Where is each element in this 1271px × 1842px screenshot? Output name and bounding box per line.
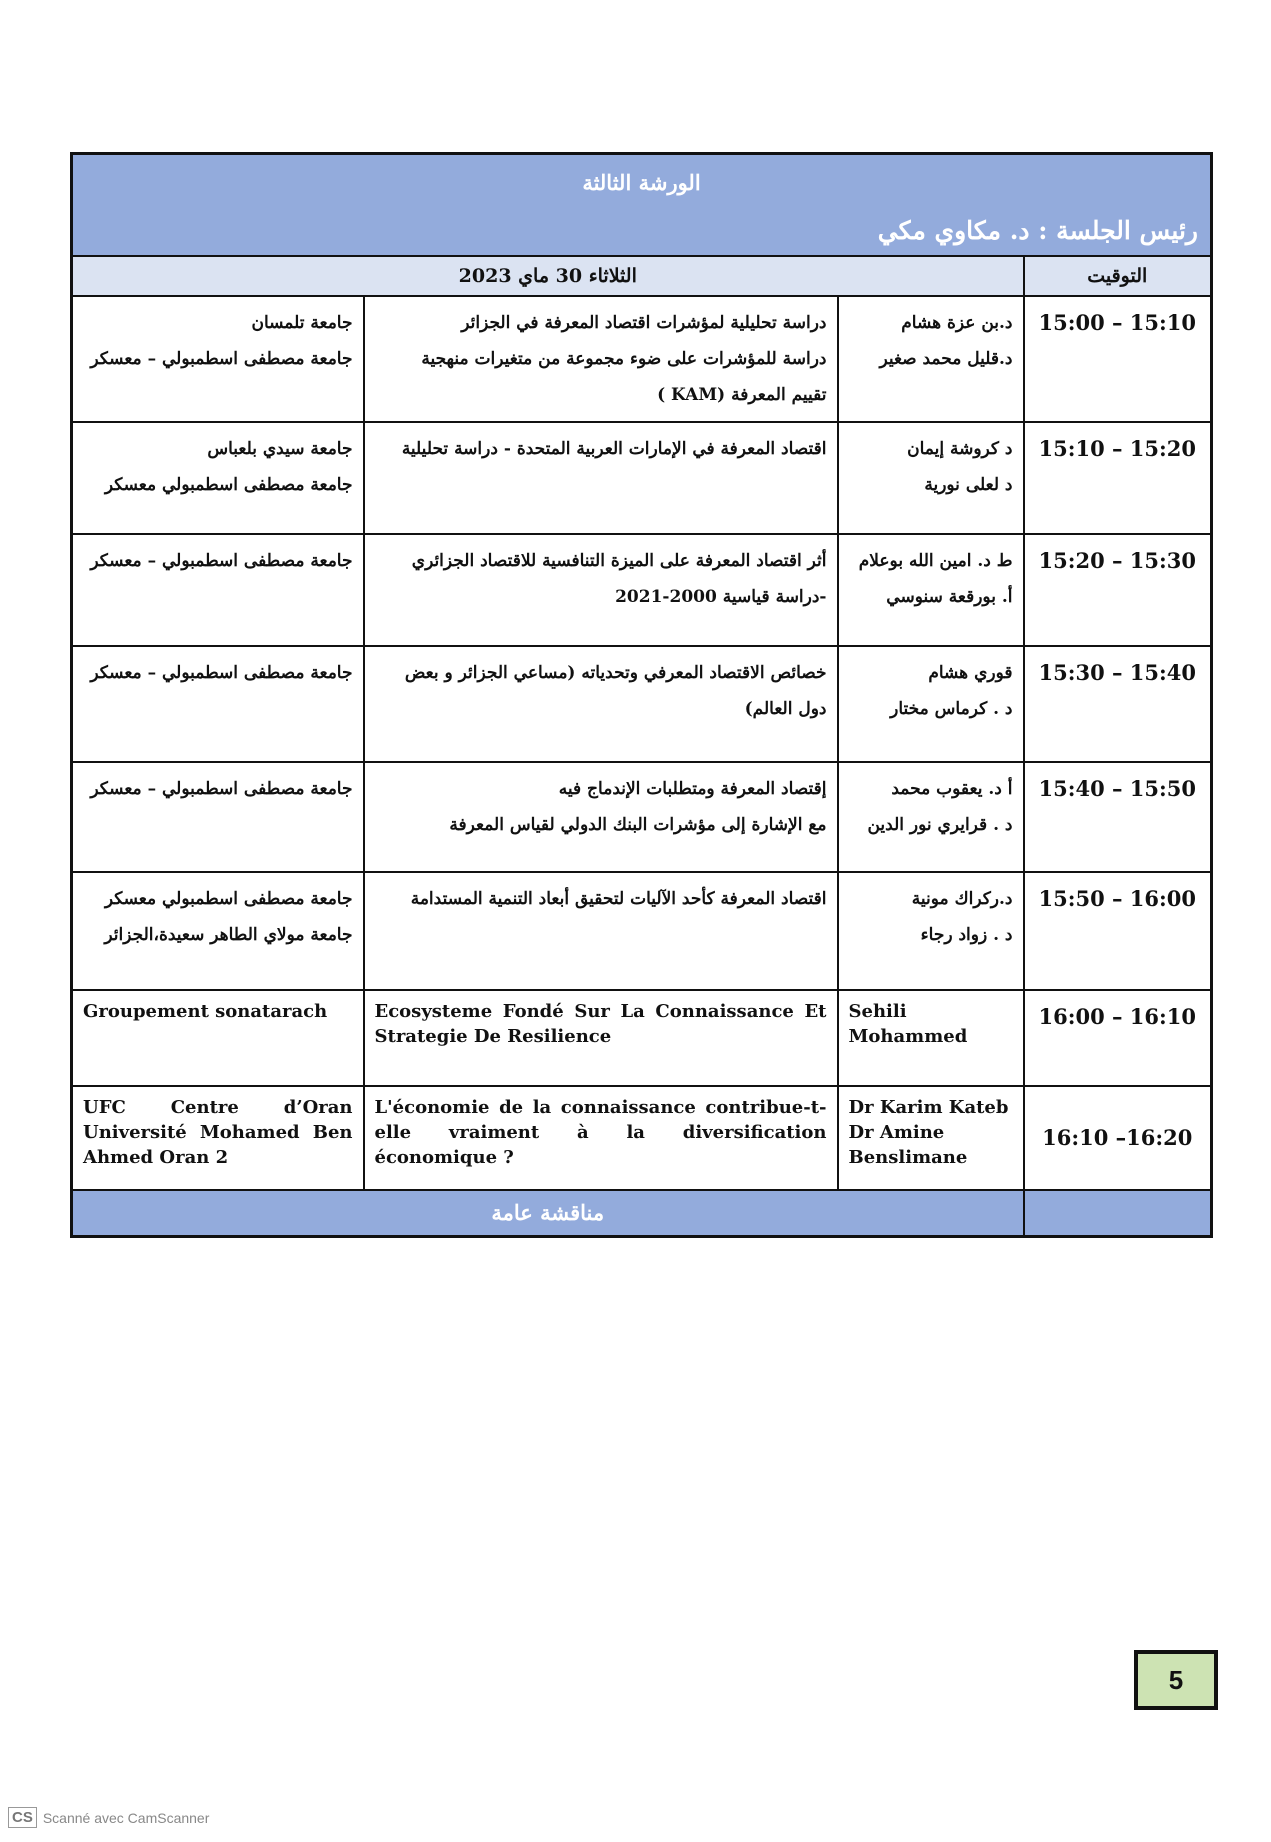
title-cell	[364, 646, 838, 762]
general-discussion: مناقشة عامة	[72, 1190, 1024, 1237]
title-cell	[364, 762, 838, 872]
affiliation-cell	[72, 534, 364, 646]
time-cell: 16:10 –16:20	[1024, 1086, 1212, 1190]
presenters-cell	[838, 762, 1024, 872]
title-cell	[364, 296, 838, 422]
title-cell	[364, 872, 838, 990]
table-row	[72, 762, 1212, 872]
general-discussion-time	[1024, 1190, 1212, 1237]
affiliation-cell-line: جامعة مصطفى اسطمبولي – معسكر	[90, 779, 353, 799]
affiliation-cell	[72, 762, 364, 872]
title-cell: Ecosysteme Fondé Sur La Connaissance Et Strategie De Resilience	[364, 990, 838, 1086]
presenters-cell-line: أ. بورقعة سنوسي	[886, 587, 1013, 607]
date-header: الثلاثاء 30 ماي 2023	[72, 256, 1024, 296]
time-cell: 15:40 – 15:50	[1024, 762, 1212, 872]
title-cell-line: تقييم المعرفة (KAM )	[657, 385, 827, 405]
presenters-cell-line: Sehili	[848, 1001, 907, 1022]
affiliation-cell: Groupement sonatarach	[72, 990, 364, 1086]
affiliation-cell	[72, 872, 364, 990]
schedule-table	[70, 152, 1213, 1238]
page-number: 5	[1134, 1650, 1218, 1710]
presenters-cell-line: د . كرماس مختار	[890, 699, 1013, 719]
table-row	[72, 1086, 1212, 1190]
affiliation-cell-line: جامعة مصطفى اسطمبولي معسكر	[104, 475, 353, 495]
table-row	[72, 422, 1212, 534]
time-cell: 15:10 – 15:20	[1024, 422, 1212, 534]
presenters-cell-line: د . زواد رجاء	[920, 925, 1013, 945]
affiliation-cell-line: جامعة مصطفى اسطمبولي – معسكر	[90, 663, 353, 683]
title-cell	[364, 422, 838, 534]
time-header: التوقيت	[1024, 256, 1212, 296]
affiliation-cell	[72, 646, 364, 762]
camscanner-watermark	[8, 1807, 209, 1828]
presenters-cell	[838, 872, 1024, 990]
affiliation-cell-line: جامعة تلمسان	[251, 313, 353, 333]
affiliation-cell: UFC Centre d’Oran Université Mohamed Ben Ahmed Oran 2	[72, 1086, 364, 1190]
workshop-title: الورشة الثالثة	[582, 170, 701, 195]
presenters-cell-line: Dr Amine	[848, 1122, 945, 1143]
affiliation-cell	[72, 422, 364, 534]
table-row	[72, 534, 1212, 646]
presenters-cell-line: ط د. امين الله بوعلام	[858, 551, 1013, 571]
presenters-cell-line: أ د. يعقوب محمد	[891, 779, 1013, 799]
time-cell: 15:30 – 15:40	[1024, 646, 1212, 762]
french-sessions	[72, 990, 1212, 1190]
time-cell: 15:20 – 15:30	[1024, 534, 1212, 646]
title-cell-line: خصائص الاقتصاد المعرفي وتحدياته (مساعي الجزائر و بعض	[404, 663, 827, 683]
presenters-cell-line: د كروشة إيمان	[907, 439, 1013, 459]
presenters-cell	[838, 534, 1024, 646]
watermark-text: Scanné avec CamScanner	[42, 1809, 210, 1826]
affiliation-cell-line: جامعة مصطفى اسطمبولي معسكر	[104, 889, 353, 909]
title-cell-line: أثر اقتصاد المعرفة على الميزة التنافسية للاقتصاد الجزائري	[411, 551, 827, 571]
time-cell: 16:00 – 16:10	[1024, 990, 1212, 1086]
title-cell: L'économie de la connaissance contribue-t-elle vraiment à la diversification économique ?	[364, 1086, 838, 1190]
affiliation-cell	[72, 296, 364, 422]
title-cell-line: دول العالم)	[744, 699, 827, 719]
presenters-cell	[838, 422, 1024, 534]
presenters-cell	[838, 296, 1024, 422]
table-row	[72, 990, 1212, 1086]
workshop-header	[72, 154, 1212, 257]
presenters-cell-line: د لعلى نورية	[924, 475, 1013, 495]
affiliation-cell-line: جامعة مصطفى اسطمبولي – معسكر	[90, 349, 353, 369]
arabic-sessions	[72, 296, 1212, 990]
session-chair: رئيس الجلسة : د. مكاوي مكي	[877, 216, 1198, 245]
presenters-cell-line: Mohammed	[848, 1026, 968, 1047]
presenters-cell-line: Dr Karim Kateb	[848, 1097, 1009, 1118]
presenters-cell-line: قوري هشام	[928, 663, 1013, 683]
time-cell: 15:50 – 16:00	[1024, 872, 1212, 990]
camscanner-logo: CS	[8, 1807, 37, 1828]
title-cell-line: إقتصاد المعرفة ومتطلبات الإندماج فيه	[558, 779, 827, 799]
presenters-cell	[838, 1086, 1024, 1190]
affiliation-cell-line: جامعة مصطفى اسطمبولي – معسكر	[90, 551, 353, 571]
presenters-cell-line: د.قليل محمد صغير	[879, 349, 1013, 369]
title-cell-line: دراسة تحليلية لمؤشرات اقتصاد المعرفة في الجزائر	[461, 313, 827, 333]
affiliation-cell-line: جامعة سيدي بلعباس	[207, 439, 353, 459]
table-row	[72, 872, 1212, 990]
title-cell-line: اقتصاد المعرفة كأحد الآليات لتحقيق أبعاد التنمية المستدامة	[410, 889, 827, 909]
presenters-cell-line: Benslimane	[848, 1147, 968, 1168]
title-cell-line: دراسة للمؤشرات على ضوء مجموعة من متغيرات منهجية	[421, 349, 827, 369]
time-cell: 15:00 – 15:10	[1024, 296, 1212, 422]
presenters-cell-line: د.ركراك مونية	[911, 889, 1013, 909]
presenters-cell-line: د.بن عزة هشام	[901, 313, 1013, 333]
affiliation-cell-line: جامعة مولاي الطاهر سعيدة،الجزائر	[104, 925, 353, 945]
presenters-cell	[838, 990, 1024, 1086]
title-cell-line: مع الإشارة إلى مؤشرات البنك الدولي لقياس المعرفة	[449, 815, 827, 835]
title-cell-line: -دراسة قياسية 2000-2021	[615, 587, 827, 607]
title-cell-line: اقتصاد المعرفة في الإمارات العربية المتحدة - دراسة تحليلية	[401, 439, 827, 459]
table-row	[72, 646, 1212, 762]
presenters-cell-line: د . قرايري نور الدين	[867, 815, 1013, 835]
title-cell	[364, 534, 838, 646]
presenters-cell	[838, 646, 1024, 762]
table-row	[72, 296, 1212, 422]
